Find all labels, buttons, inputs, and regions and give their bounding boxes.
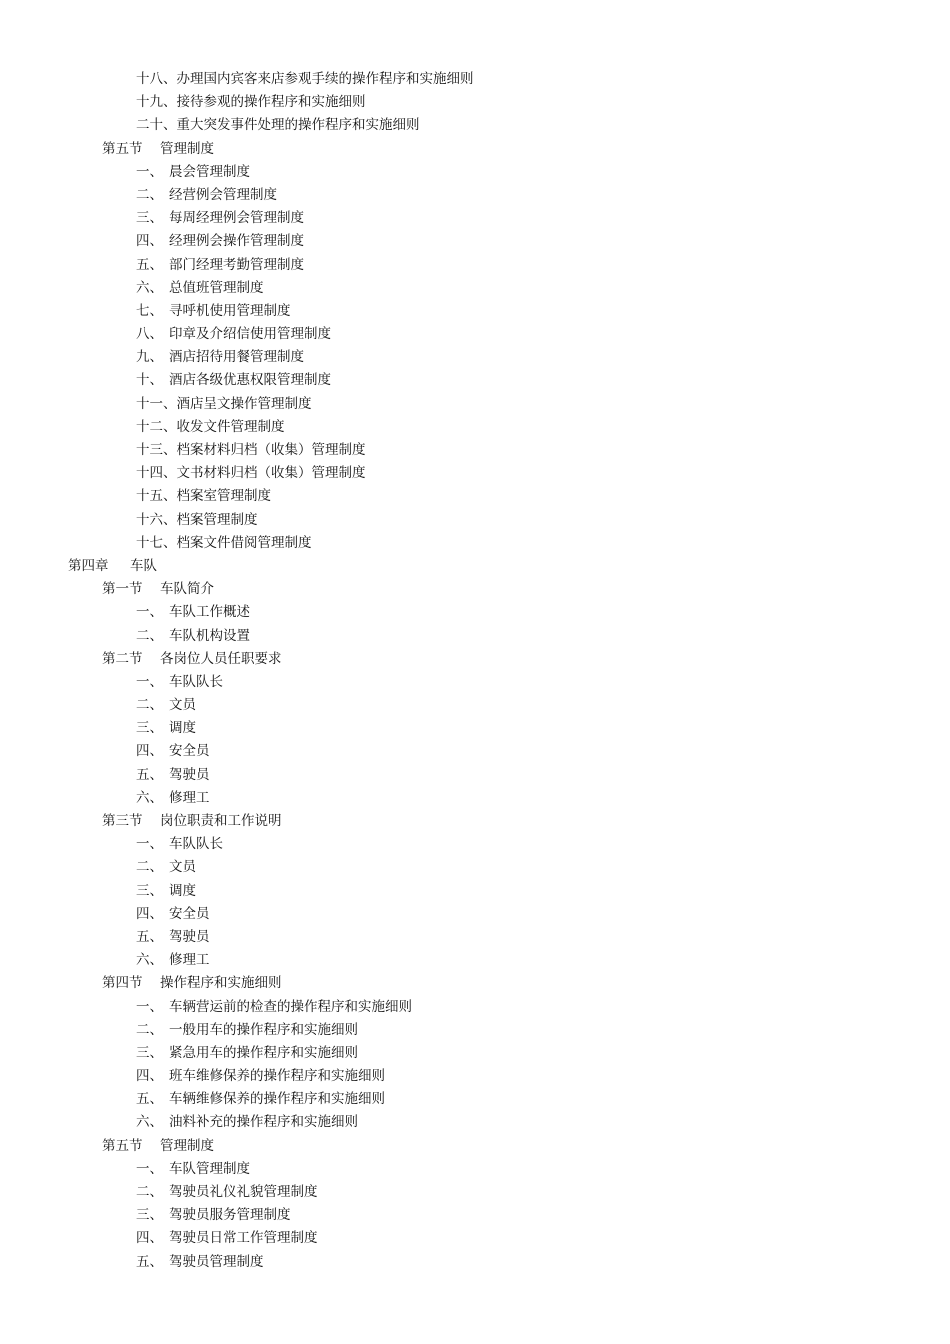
entry-number: 五、 (136, 766, 163, 783)
entry-title: 紧急用车的操作程序和实施细则 (169, 1044, 358, 1061)
toc-entry (0, 740, 950, 763)
entry-number: 二十、 (136, 117, 177, 134)
entry-title: 安全员 (169, 743, 210, 760)
entry-number: 三、 (136, 882, 163, 899)
entry-title: 操作程序和实施细则 (160, 975, 282, 992)
toc-entry (0, 1111, 950, 1134)
entry-number: 二、 (136, 697, 163, 714)
entry-number: 第四章 (68, 557, 109, 574)
entry-title: 车队管理制度 (169, 1160, 250, 1177)
entry-number: 十、 (136, 372, 163, 389)
toc-entry (0, 254, 950, 277)
entry-title: 驾驶员管理制度 (169, 1253, 264, 1270)
toc-entry (0, 1019, 950, 1042)
entry-title: 班车维修保养的操作程序和实施细则 (169, 1068, 385, 1085)
toc-entry (0, 369, 950, 392)
toc-entry (0, 393, 950, 416)
toc-entry (0, 1204, 950, 1227)
entry-number: 六、 (136, 1114, 163, 1131)
toc-entry (0, 880, 950, 903)
toc-entry (0, 462, 950, 485)
section-heading (0, 138, 950, 161)
entry-title: 油料补充的操作程序和实施细则 (169, 1114, 358, 1131)
entry-number: 第四节 (102, 975, 143, 992)
entry-number: 六、 (136, 279, 163, 296)
toc-entry (0, 300, 950, 323)
toc-entry (0, 601, 950, 624)
entry-title: 调度 (169, 882, 196, 899)
toc-entry (0, 625, 950, 648)
entry-title: 经理例会操作管理制度 (169, 233, 304, 250)
entry-title: 晨会管理制度 (169, 163, 250, 180)
entry-number: 二、 (136, 1184, 163, 1200)
toc-entry (0, 1158, 950, 1181)
entry-title: 印章及介绍信使用管理制度 (169, 326, 331, 343)
entry-number: 六、 (136, 952, 163, 969)
section-heading (0, 1135, 950, 1158)
toc-entry (0, 161, 950, 184)
entry-number: 五、 (136, 1091, 163, 1108)
entry-title: 档案室管理制度 (176, 488, 271, 505)
toc-entry (0, 532, 950, 555)
toc-entry (0, 230, 950, 253)
entry-title: 修理工 (169, 952, 210, 969)
toc-entry (0, 1065, 950, 1088)
entry-number: 二、 (136, 627, 163, 644)
entry-number: 四、 (136, 233, 163, 250)
entry-title: 每周经理例会管理制度 (169, 210, 304, 227)
toc-entry (0, 68, 950, 91)
entry-title: 管理制度 (160, 140, 214, 157)
entry-title: 一般用车的操作程序和实施细则 (169, 1021, 358, 1038)
entry-title: 车队队长 (169, 673, 223, 690)
entry-number: 九、 (136, 349, 163, 366)
entry-number: 十二、 (136, 418, 177, 435)
entry-title: 酒店呈文操作管理制度 (176, 395, 312, 412)
toc-entry (0, 346, 950, 369)
toc-entry (0, 416, 950, 439)
entry-title: 岗位职责和工作说明 (160, 813, 282, 829)
toc-entry (0, 1251, 950, 1274)
entry-number: 五、 (136, 928, 163, 945)
entry-title: 驾驶员礼仪礼貌管理制度 (169, 1184, 318, 1200)
entry-number: 一、 (136, 604, 163, 621)
entry-number: 十三、 (136, 442, 177, 458)
entry-title: 各岗位人员任职要求 (160, 650, 282, 667)
entry-number: 二、 (136, 186, 163, 203)
toc-entry (0, 694, 950, 717)
toc-entry (0, 1042, 950, 1065)
toc-entry (0, 926, 950, 949)
entry-title: 档案材料归档（收集）管理制度 (176, 442, 366, 458)
entry-number: 四、 (136, 743, 163, 760)
entry-number: 十七、 (136, 534, 177, 551)
table-of-contents (0, 68, 950, 1274)
entry-title: 接待参观的操作程序和实施细则 (176, 94, 366, 111)
entry-title: 车队队长 (169, 836, 223, 853)
toc-entry (0, 949, 950, 972)
entry-title: 驾驶员 (169, 766, 210, 783)
entry-number: 第三节 (102, 813, 143, 829)
chapter-heading (0, 555, 950, 578)
entry-title: 驾驶员 (169, 928, 210, 945)
entry-number: 十九、 (136, 94, 177, 111)
entry-number: 六、 (136, 789, 163, 806)
entry-title: 文员 (169, 859, 196, 876)
entry-number: 第五节 (102, 140, 143, 157)
entry-number: 第一节 (102, 581, 143, 598)
toc-entry (0, 671, 950, 694)
entry-title: 重大突发事件处理的操作程序和实施细则 (176, 117, 420, 134)
entry-number: 一、 (136, 836, 163, 853)
entry-title: 车辆营运前的检查的操作程序和实施细则 (169, 998, 412, 1015)
entry-number: 一、 (136, 998, 163, 1015)
toc-entry (0, 787, 950, 810)
entry-number: 二、 (136, 859, 163, 876)
toc-entry (0, 1181, 950, 1204)
entry-title: 办理国内宾客来店参观手续的操作程序和实施细则 (176, 71, 474, 87)
entry-number: 十一、 (136, 395, 177, 412)
toc-entry (0, 114, 950, 137)
toc-entry (0, 91, 950, 114)
entry-title: 档案管理制度 (176, 511, 258, 528)
entry-number: 四、 (136, 905, 163, 922)
toc-entry (0, 903, 950, 926)
toc-entry (0, 323, 950, 346)
toc-entry (0, 996, 950, 1019)
toc-entry (0, 439, 950, 462)
entry-number: 三、 (136, 1207, 163, 1224)
entry-title: 寻呼机使用管理制度 (169, 302, 291, 319)
entry-number: 一、 (136, 673, 163, 690)
toc-entry (0, 277, 950, 300)
entry-title: 管理制度 (160, 1137, 214, 1154)
entry-number: 十六、 (136, 511, 177, 528)
toc-entry (0, 509, 950, 532)
entry-title: 车队工作概述 (169, 604, 250, 621)
entry-title: 档案文件借阅管理制度 (176, 534, 312, 551)
entry-title: 车辆维修保养的操作程序和实施细则 (169, 1091, 385, 1108)
entry-title: 车队机构设置 (169, 627, 250, 644)
entry-title: 文书材料归档（收集）管理制度 (176, 465, 366, 482)
entry-number: 三、 (136, 210, 163, 227)
entry-title: 收发文件管理制度 (176, 418, 285, 435)
toc-entry (0, 856, 950, 879)
entry-number: 五、 (136, 256, 163, 273)
toc-entry (0, 184, 950, 207)
entry-number: 四、 (136, 1230, 163, 1247)
entry-number: 五、 (136, 1253, 163, 1270)
entry-number: 十四、 (136, 465, 177, 482)
section-heading (0, 578, 950, 601)
entry-title: 总值班管理制度 (169, 279, 264, 296)
entry-title: 部门经理考勤管理制度 (169, 256, 304, 273)
toc-entry (0, 717, 950, 740)
toc-entry (0, 1088, 950, 1111)
entry-number: 四、 (136, 1068, 163, 1085)
section-heading (0, 810, 950, 833)
entry-number: 八、 (136, 326, 163, 343)
entry-title: 驾驶员日常工作管理制度 (169, 1230, 318, 1247)
toc-entry (0, 1227, 950, 1250)
entry-title: 调度 (169, 720, 196, 737)
section-heading (0, 648, 950, 671)
entry-number: 第二节 (102, 650, 143, 667)
entry-title: 修理工 (169, 789, 210, 806)
entry-number: 十八、 (136, 71, 177, 87)
toc-entry (0, 764, 950, 787)
entry-number: 三、 (136, 720, 163, 737)
entry-title: 酒店各级优惠权限管理制度 (169, 372, 331, 389)
section-heading (0, 972, 950, 995)
entry-title: 驾驶员服务管理制度 (169, 1207, 291, 1224)
toc-entry (0, 207, 950, 230)
toc-entry (0, 833, 950, 856)
entry-number: 十五、 (136, 488, 177, 505)
entry-number: 一、 (136, 163, 163, 180)
entry-number: 七、 (136, 302, 163, 319)
entry-title: 酒店招待用餐管理制度 (169, 349, 304, 366)
entry-number: 一、 (136, 1160, 163, 1177)
entry-number: 三、 (136, 1044, 163, 1061)
entry-title: 经营例会管理制度 (169, 186, 277, 203)
entry-title: 文员 (169, 697, 196, 714)
entry-number: 二、 (136, 1021, 163, 1038)
toc-entry (0, 485, 950, 508)
entry-number: 第五节 (102, 1137, 143, 1154)
entry-title: 安全员 (169, 905, 210, 922)
entry-title: 车队简介 (160, 581, 214, 598)
entry-title: 车队 (130, 557, 157, 574)
